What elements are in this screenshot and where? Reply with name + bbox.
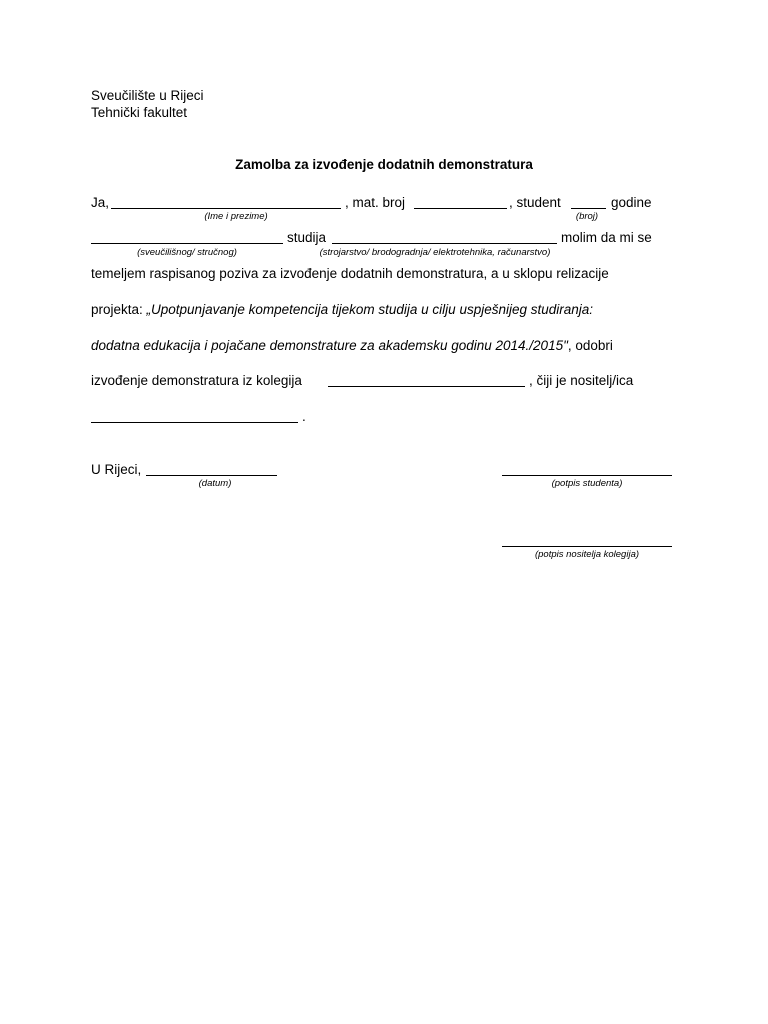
student-signature-hint: (potpis studenta): [551, 478, 623, 489]
molim-label: molim da mi se: [561, 230, 652, 245]
holder-signature-hint: (potpis nositelja kolegija): [534, 549, 640, 560]
year-field-line[interactable]: [571, 208, 606, 209]
date-field-line[interactable]: [146, 475, 277, 476]
mat-broj-field-line[interactable]: [414, 208, 507, 209]
student-signature-line[interactable]: [502, 475, 672, 476]
faculty-name: Tehnički fakultet: [91, 105, 188, 120]
kolegij-label: izvođenje demonstratura iz kolegija: [91, 373, 302, 388]
study-type-hint: (sveučilišnog/ stručnog): [137, 247, 237, 258]
name-hint: (Ime i prezime): [204, 211, 268, 222]
study-field-line[interactable]: [332, 243, 557, 244]
projekta-label: projekta:: [91, 302, 147, 317]
odobri-text: , odobri: [567, 338, 613, 353]
paragraph-line-5: [91, 338, 613, 354]
date-hint: (datum): [198, 478, 232, 489]
place-label: U Rijeci,: [91, 462, 142, 477]
study-type-field-line[interactable]: [91, 243, 283, 244]
student-label: , student: [509, 195, 561, 210]
study-field-hint: (strojarstvo/ brodogradnja/ elektrotehnika, računarstvo): [319, 247, 551, 258]
name-field-line[interactable]: [111, 208, 341, 209]
paragraph-line-4: [91, 302, 593, 318]
course-field-line[interactable]: [328, 386, 525, 387]
mat-broj-label: , mat. broj: [345, 195, 406, 210]
ja-label: Ja,: [91, 195, 110, 210]
university-name: Sveučilište u Rijeci: [91, 88, 204, 103]
period-mark: .: [302, 409, 306, 424]
project-title-part-2: dodatna edukacija i pojačane demonstrature za akademsku godinu 2014./2015": [91, 338, 568, 353]
project-title-part-1: „Upotpunjavanje kompetencija tijekom studija u cilju uspješnijeg studiranja:: [146, 302, 594, 317]
godine-label: godine: [611, 195, 652, 210]
studija-label: studija: [287, 230, 327, 245]
paragraph-line-3: temeljem raspisanog poziva za izvođenje dodatnih demonstratura, a u sklopu relizacije: [91, 266, 609, 281]
broj-hint: (broj): [575, 211, 599, 222]
nositelj-label: , čiji je nositelj/ica: [529, 373, 634, 388]
course-holder-field-line[interactable]: [91, 422, 298, 423]
document-title: Zamolba za izvođenje dodatnih demonstratura: [235, 157, 533, 172]
holder-signature-line[interactable]: [502, 546, 672, 547]
